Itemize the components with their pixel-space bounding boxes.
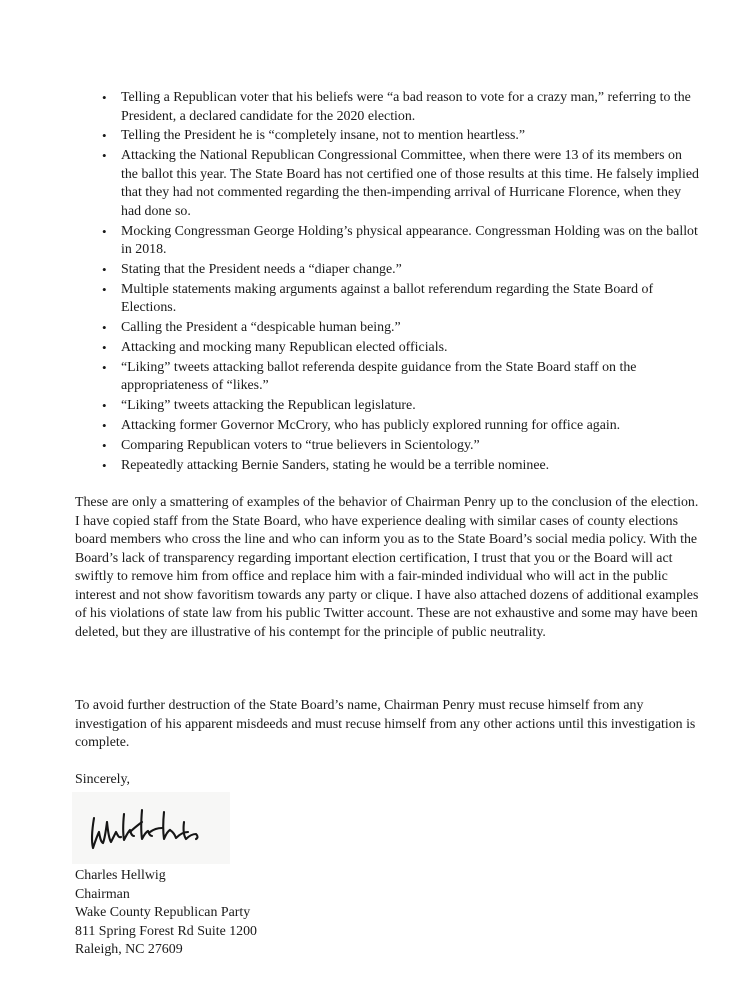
bullet-item	[100, 147, 700, 221]
bullet-icon: •	[102, 359, 107, 375]
bullet-item	[100, 261, 700, 280]
bullet-icon: •	[102, 340, 107, 356]
bullet-text: Attacking the National Republican Congressional Committee, when there were 13 of its members on the ballot this year. The State Board has not certified one of those results at this time. He falsely implied that they had not commented regarding the then-impending arrival of Hurricane Florence, when they had done so.	[121, 148, 699, 219]
handwritten-signature	[72, 792, 230, 864]
bullet-icon: •	[102, 398, 107, 414]
bullet-icon: •	[102, 90, 107, 105]
bullet-icon: •	[102, 417, 107, 433]
bullet-text: Attacking and mocking many Republican elected officials.	[121, 340, 448, 356]
violations-bullet-list	[100, 89, 700, 476]
bullet-text: “Liking” tweets attacking the Republican legislature.	[121, 398, 416, 414]
bullet-icon: •	[102, 128, 107, 144]
bullet-item	[100, 281, 700, 318]
bullet-item	[100, 223, 700, 260]
signer-name: Charles Hellwig	[75, 868, 166, 883]
body-paragraph-examples: These are only a smattering of examples of the behavior of Chairman Penry up to the conclusion of the election. I have copied staff from the State Board, who have experience dealing with similar cases of county elections board members who cross the line and who can inform you as to the State Board’s social media policy. With the Board’s lack of transparency regarding important election certification, I trust that you or the Board will act swiftly to remove him from office and replace him with a fair-minded individual who will act in the public interest and not show favoritism towards any party or clique. I have also attached dozens of additional examples of his violations of state law from his public Twitter account. These are not exhaustive and some may have been deleted, but they are illustrative of his contempt for the principle of public neutrality.	[75, 495, 699, 640]
bullet-text: Comparing Republican voters to “true believers in Scientology.”	[121, 437, 480, 453]
signer-address-city: Raleigh, NC 27609	[75, 942, 183, 957]
bullet-text: Telling a Republican voter that his beliefs were “a bad reason to vote for a crazy man,” referring to the President, a declared candidate for the 2020 election.	[121, 90, 691, 124]
closing-salutation: Sincerely,	[75, 772, 131, 787]
bullet-icon: •	[102, 223, 107, 239]
bullet-text: Repeatedly attacking Bernie Sanders, stating he would be a terrible nominee.	[121, 457, 550, 473]
bullet-item	[100, 437, 700, 456]
signature-block	[75, 867, 257, 960]
bullet-icon: •	[102, 148, 107, 164]
bullet-icon: •	[102, 320, 107, 336]
signer-address-street: 811 Spring Forest Rd Suite 1200	[75, 923, 258, 939]
bullet-icon: •	[102, 457, 107, 473]
bullet-text: Attacking former Governor McCrory, who has publicly explored running for office again.	[121, 417, 621, 433]
bullet-item	[100, 457, 700, 476]
signer-organization: Wake County Republican Party	[75, 905, 251, 920]
bullet-icon: •	[102, 437, 107, 453]
bullet-text: Multiple statements making arguments against a ballot referendum regarding the State Board of Elections.	[121, 281, 654, 316]
bullet-item	[100, 319, 700, 338]
bullet-icon: •	[102, 281, 107, 297]
bullet-text: Telling the President he is “completely insane, not to mention heartless.”	[121, 128, 526, 144]
bullet-icon: •	[102, 262, 107, 278]
bullet-item	[100, 127, 700, 146]
body-paragraph-recusal: To avoid further destruction of the State Board’s name, Chairman Penry must recuse himself from any investigation of his apparent misdeeds and must recuse himself from any other actions until this investigation is complete.	[75, 698, 696, 750]
bullet-text: “Liking” tweets attacking ballot referenda despite guidance from the State Board staff on the appropriateness of “likes.”	[121, 359, 637, 394]
signature-icon	[72, 792, 230, 864]
bullet-item	[100, 89, 700, 126]
bullet-text: Mocking Congressman George Holding’s physical appearance. Congressman Holding was on the ballot in 2018.	[121, 223, 698, 258]
bullet-text: Stating that the President needs a “diaper change.”	[121, 262, 402, 278]
bullet-text: Calling the President a “despicable human being.”	[121, 320, 401, 336]
signer-title: Chairman	[75, 886, 130, 902]
bullet-item	[100, 339, 700, 358]
bullet-item	[100, 417, 700, 436]
bullet-item	[100, 397, 700, 416]
bullet-item	[100, 359, 700, 396]
